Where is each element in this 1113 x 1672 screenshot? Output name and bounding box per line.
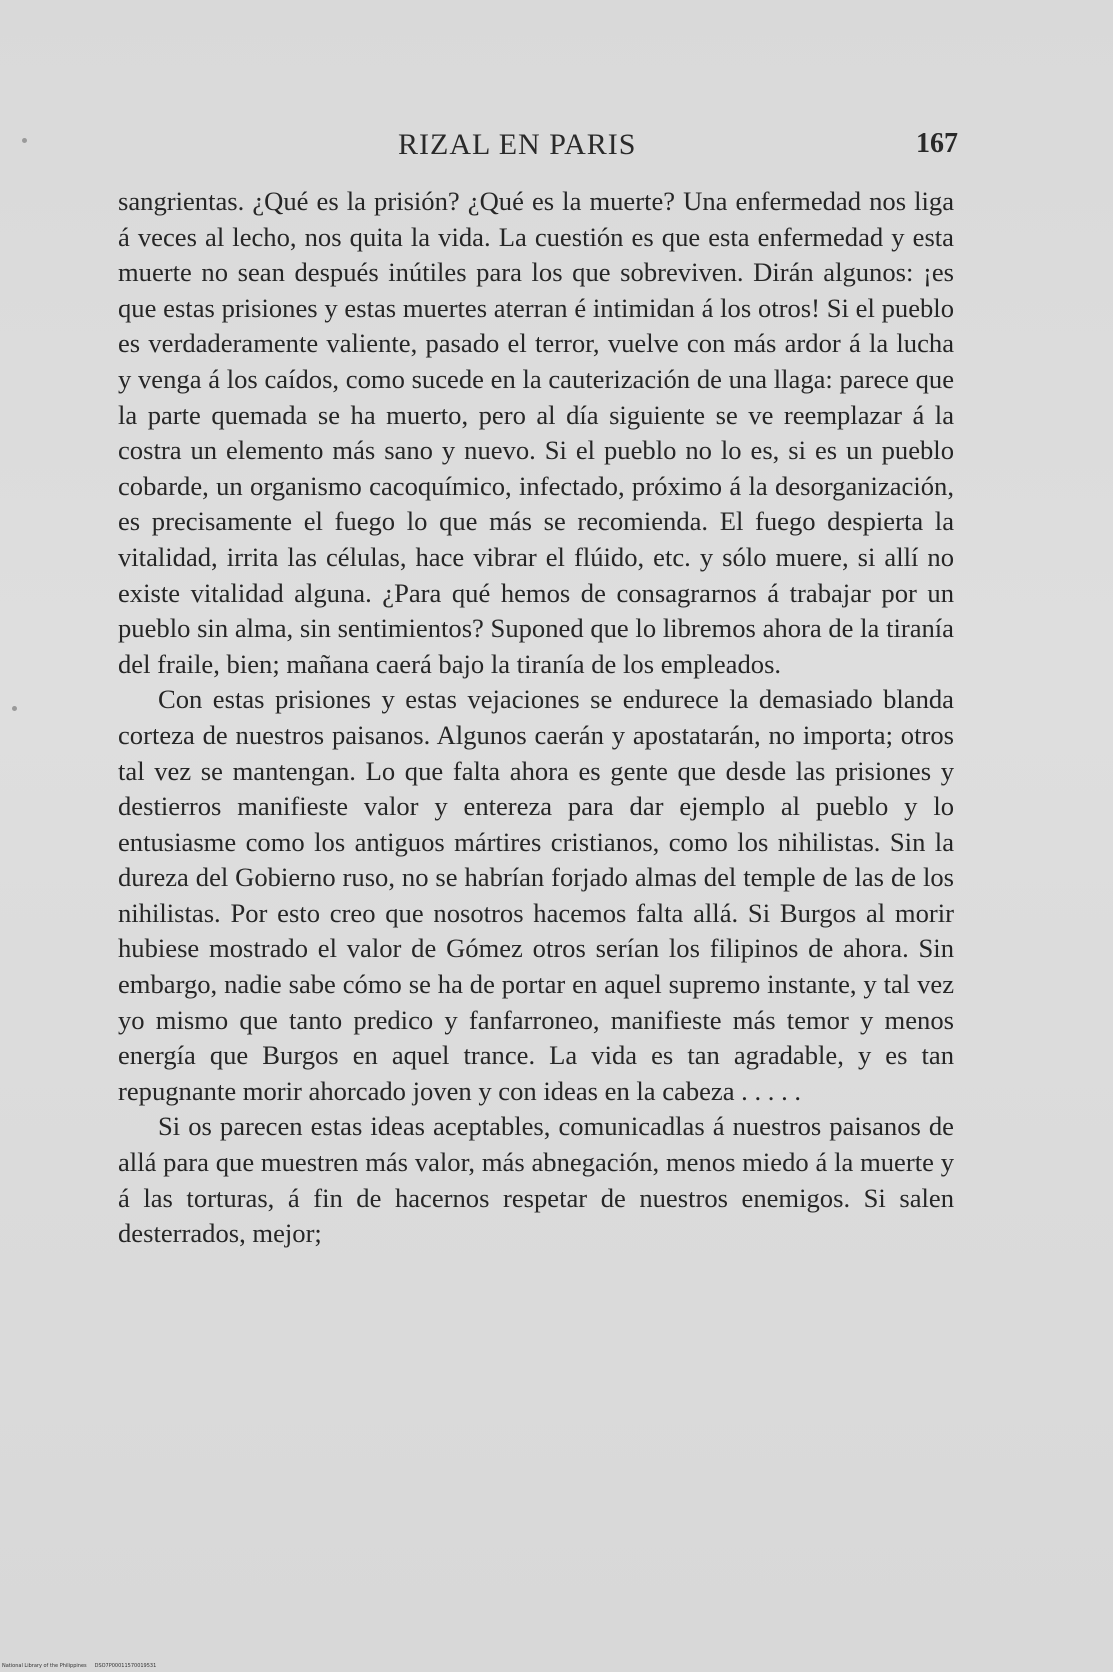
scan-speck bbox=[12, 706, 17, 711]
paragraph: sangrientas. ¿Qué es la prisión? ¿Qué es la muerte? Una enfermedad nos liga á veces al lecho, nos quita la vida. La cuestión es que esta enfermedad y esta muerte no sean después inútiles para los que sobreviven. Dirán algunos: ¡es que estas prisiones y estas muertes aterran é intimidan á los otros! Si el pueblo es verdaderamente valiente, pasado el terror, vuelve con más ardor á la lucha y venga á los caídos, como sucede en la cauterización de una llaga: parece que la parte quemada se ha muerto, pero al día siguiente se ve reemplazar á la costra un elemento más sano y nuevo. Si el pueblo no lo es, si es un pueblo cobarde, un organismo cacoquímico, infectado, próximo á la desorganización, es precisamente el fuego lo que más se recomienda. El fuego despierta la vitalidad, irrita las células, hace vibrar el flúido, etc. y sólo muere, si allí no existe vitalidad alguna. ¿Para qué hemos de consagrarnos á trabajar por un pueblo sin alma, sin sentimientos? Suponed que lo libremos ahora de la tiranía del fraile, bien; mañana caerá bajo la tiranía de los empleados. bbox=[118, 186, 954, 679]
footer-code: DSO7P00011570019531 bbox=[94, 1663, 157, 1669]
paragraph: Con estas prisiones y estas vejaciones se endurece la demasiado blanda corteza de nuestros paisanos. Algunos caerán y apostatarán, no importa; otros tal vez se mantengan. Lo que falta ahora es gente que desde las prisiones y destierros manifieste valor y entereza para dar ejemplo al pueblo y lo entusiasme como los antiguos mártires cristianos, como los nihilistas. Sin la dureza del Gobierno ruso, no se habrían forjado almas del temple de las de los nihilistas. Por esto creo que nosotros hacemos falta allá. Si Burgos al morir hubiese mostrado el valor de Gómez otros serían los filipinos de ahora. Sin embargo, nadie sabe cómo se ha de portar en aquel supremo instante, y tal vez yo mismo que tanto predico y fanfarroneo, manifieste más temor y menos energía que Burgos en aquel trance. La vida es tan agradable, y es tan repugnante morir ahorcado joven y con ideas en la cabeza . . . . . bbox=[118, 684, 954, 1106]
scan-footer bbox=[2, 1663, 156, 1669]
body-text bbox=[118, 184, 954, 1252]
paragraph: Si os parecen estas ideas aceptables, comunicadlas á nuestros paisanos de allá para que muestren más valor, más abnegación, menos miedo á la muerte y á las torturas, á fin de hacernos respetar de nuestros enemigos. Si salen desterrados, mejor; bbox=[118, 1111, 954, 1249]
page-number: 167 bbox=[916, 128, 958, 159]
page-header bbox=[118, 128, 958, 168]
running-title: RIZAL EN PARIS bbox=[398, 128, 637, 161]
scan-speck bbox=[22, 138, 27, 143]
footer-credit: National Library of the Philippines bbox=[2, 1663, 87, 1669]
